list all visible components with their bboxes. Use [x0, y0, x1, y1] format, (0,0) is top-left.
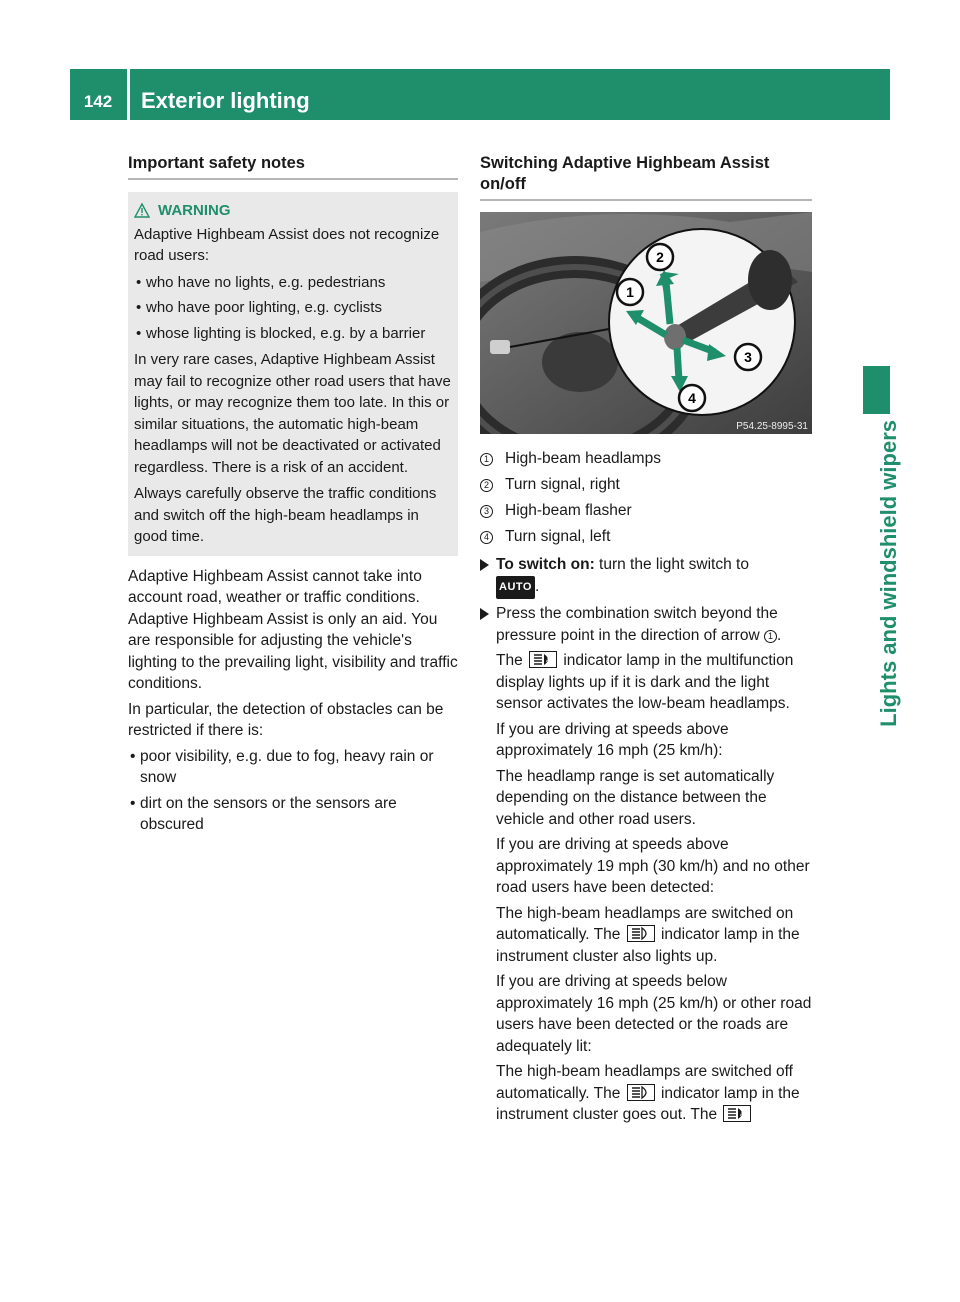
warning-box [128, 192, 458, 556]
obstacle-bullets [128, 746, 458, 836]
step-text: The headlamp range is set automatically depending on the distance between the vehicle and other road users. [496, 767, 775, 828]
page-number: 142 [83, 92, 113, 111]
number-circle-icon: 1 [764, 630, 777, 643]
right-column [480, 153, 812, 1130]
list-item: • poor visibility, e.g. due to fog, heavy rain or snow [128, 746, 458, 789]
list-item: • whose lighting is blocked, e.g. by a barrier [134, 323, 452, 345]
header-divider [127, 69, 130, 120]
legend-text: Turn signal, left [505, 528, 611, 545]
step-text: If you are driving at speeds below approximately 16 mph (25 km/h) or other road users have been detected or the roads are adequately lit: [496, 973, 812, 1055]
callout-1: 1 [626, 284, 634, 300]
instruction-step [480, 554, 812, 599]
warning-bullets [134, 272, 452, 345]
right-body [480, 554, 812, 1126]
number-circle-icon: 2 [480, 479, 493, 492]
steering-wheel-illustration [480, 212, 812, 434]
section-heading-safety: Important safety notes [128, 153, 458, 180]
page-title: Exterior lighting [141, 88, 310, 113]
section-heading-switching: Switching Adaptive Highbeam Assist on/off [480, 153, 812, 201]
callout-2: 2 [656, 249, 664, 265]
combination-switch-figure [480, 212, 812, 434]
adaptive-highbeam-lamp-icon [723, 1105, 751, 1122]
step-text-part: turn the light switch to [594, 556, 749, 573]
warning-header [134, 200, 452, 222]
legend-item [480, 524, 812, 550]
step-text: If you are driving at speeds above approximately 16 mph (25 km/h): [496, 720, 729, 759]
number-circle-icon: 1 [480, 453, 493, 466]
auto-switch-icon: AUTO [496, 576, 535, 600]
warning-triangle-icon [134, 203, 150, 218]
step-text [496, 903, 812, 968]
paragraph: Adaptive Highbeam Assist cannot take into account road, weather or traffic conditions. Adaptive Highbeam Assist is only an aid. You are responsible for adjusting the vehicle's lighting to the prevailing light, visibility and traffic conditions. [128, 567, 458, 692]
chapter-side-label: Lights and windshield wipers [876, 420, 901, 727]
warning-label: WARNING [158, 202, 231, 219]
legend-text: High-beam headlamps [505, 450, 661, 467]
left-column [128, 153, 458, 841]
svg-text:A: A [740, 1112, 745, 1118]
list-item: • who have no lights, e.g. pedestrians [134, 272, 452, 294]
step-text: If you are driving at speeds above approximately 19 mph (30 km/h) and no other road users have been detected: [496, 836, 810, 896]
list-item: • dirt on the sensors or the sensors are obscured [128, 793, 458, 836]
number-circle-icon: 4 [480, 531, 493, 544]
figure-legend [480, 446, 812, 550]
adaptive-highbeam-lamp-icon [529, 651, 557, 668]
step-text-part: indicator lamp in the multifunction display lights up if it is dark and the light sensor activates the low-beam headlamps. [496, 652, 794, 712]
step-text-part: indicator lamp in the instrument cluster also lights up. [496, 926, 800, 965]
left-body [128, 566, 458, 836]
step-text-part: . [776, 626, 782, 644]
step-text [496, 650, 812, 715]
highbeam-lamp-icon [627, 925, 655, 942]
number-circle-icon: 3 [480, 505, 493, 518]
legend-text: Turn signal, right [505, 476, 620, 493]
legend-item [480, 446, 812, 472]
step-text-part: The high-beam headlamps are switched off automatically. The [496, 1063, 793, 1102]
step-bold: To switch on: [496, 556, 595, 573]
list-item: • who have poor lighting, e.g. cyclists [134, 297, 452, 319]
step-text [496, 603, 812, 646]
step-arrow-icon [480, 608, 489, 620]
step-arrow-icon [480, 559, 489, 571]
step-text-part: Press the combination switch beyond the pressure point in the direction of arrow [496, 605, 778, 644]
step-text-part: . [534, 577, 540, 595]
side-tab [863, 366, 890, 414]
legend-text: High-beam flasher [505, 502, 632, 519]
warning-paragraph: Always carefully observe the traffic conditions and switch off the high-beam headlamps in good time. [134, 485, 437, 545]
svg-text:A: A [546, 658, 551, 664]
instruction-step [480, 603, 812, 1126]
legend-item [480, 498, 812, 524]
warning-intro: Adaptive Highbeam Assist does not recognize road users: [134, 225, 440, 264]
highbeam-lamp-icon [627, 1084, 655, 1101]
paragraph: In particular, the detection of obstacles can be restricted if there is: [128, 700, 444, 739]
step-text-part: indicator lamp in the instrument cluster goes out. The [496, 1084, 800, 1123]
step-text-part: The [496, 652, 528, 669]
step-text [496, 1061, 812, 1126]
step-text [496, 554, 812, 599]
step-text-part: The high-beam headlamps are switched on automatically. The [496, 904, 794, 943]
warning-paragraph: In very rare cases, Adaptive Highbeam Assist may fail to recognize other road users that have lights, or may recognize them too late. In this or similar situations, the automatic high-beam headlamps will not be deactivated or activated regardless. There is a risk of an accident. [134, 351, 451, 476]
callout-4: 4 [688, 390, 696, 406]
figure-code: P54.25-8995-31 [736, 421, 808, 432]
callout-3: 3 [744, 349, 752, 365]
legend-item [480, 472, 812, 498]
